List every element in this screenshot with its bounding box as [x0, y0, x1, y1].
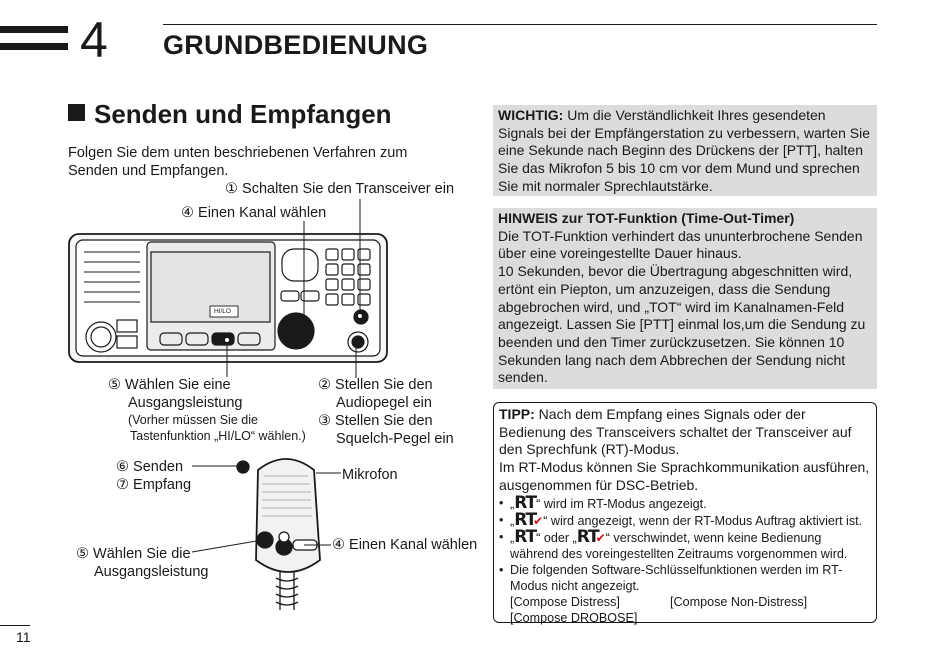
page-number-rule: [0, 625, 30, 626]
tot-paragraph-2: 10 Sekunden, bevor die Übertragung abgeschnitten wird, ertönt ein Piepton, um anzuzeigen, dass die Sendung abgebrochen wird, und „TOT“ wird im Kanalnamen-Feld angezeigt. Lassen Sie [PTT] einmal los,um die Sendung zu beenden und den Timer zurückzusetzen. Sie können 10 Sekunden lang nach dem Abbrechen der Sendung nicht senden.: [498, 263, 866, 386]
softkey-compose-drobose: [Compose DROBOSE]: [510, 610, 638, 625]
tip-text-2: Im RT-Modus können Sie Sprachkommunikation ausführen, ausgenommen für DSC-Betrieb.: [499, 459, 870, 493]
tip-bullet-rt-shown: • „RT“ wird im RT-Modus angezeigt.: [499, 495, 871, 512]
callout-receive: ⑦ Empfang: [116, 477, 192, 493]
check-mark-icon: ✔: [595, 530, 606, 545]
callout-select-power-2: Ausgangsleistung: [128, 395, 243, 411]
rt-auto-icon: RT: [514, 509, 537, 530]
tip-box: [493, 402, 877, 623]
page-number: 11: [16, 629, 31, 645]
hi-lo-key-label: HI/LO: [214, 308, 231, 315]
chapter-number: 4: [80, 12, 108, 68]
softkey-compose-distress: [Compose Distress]: [510, 594, 620, 609]
intro-text: Folgen Sie dem unten beschriebenen Verfahren zum Senden und Empfangen.: [68, 145, 408, 179]
section-title-text: Senden und Empfangen: [94, 99, 392, 129]
tot-title: HINWEIS zur TOT-Funktion (Time-Out-Timer): [498, 210, 795, 226]
softkey-compose-non-distress: [Compose Non-Distress]: [670, 594, 808, 609]
callout-select-channel: ④ Einen Kanal wählen: [181, 205, 327, 221]
callout-audio-level-1: ② Stellen Sie den: [318, 377, 433, 393]
chapter-title: GRUNDBEDIENUNG: [163, 30, 429, 60]
callout-mic-select-channel: ④ Einen Kanal wählen: [332, 537, 478, 553]
tip-bullet-list: [499, 492, 871, 594]
callout-audio-level-2: Audiopegel ein: [336, 395, 432, 411]
important-note-box: [493, 105, 877, 196]
callout-select-power-note-2: Tastenfunktion „HI/LO“ wählen.): [130, 429, 306, 443]
important-label: WICHTIG:: [498, 107, 564, 123]
check-mark-icon: ✔: [533, 513, 544, 528]
callout-transmit: ⑥ Senden: [116, 459, 184, 475]
rt-icon: RT: [514, 526, 537, 547]
callout-select-power-1: ⑤ Wählen Sie eine: [108, 377, 231, 393]
tip-bullet-softkeys: • Die folgenden Software-Schlüsselfunktionen werden im RT-Modus nicht angezeigt.: [499, 562, 871, 594]
softkey-list: [499, 594, 871, 626]
rt-icon: RT: [514, 492, 537, 513]
important-text: Um die Verständlichkeit Ihres gesendeten Signals bei der Empfängerstation zu verbessern, warten Sie eine Sekunde nach Beginn des Drückens der [PTT], halten Sie das Mikrofon 5 bis 10 cm vor dem Mund und sprechen Sie mit normaler Sprechlautstärke.: [498, 107, 870, 194]
tot-note-box: [493, 208, 877, 389]
microphone: [237, 459, 320, 610]
channel-knob: [278, 313, 314, 349]
tip-bullet-rt-disappears: • „RT“ oder „RT✔“ verschwindet, wenn keine Bedienung während des voreingestellten Zeitraums vorgenommen wird.: [499, 529, 871, 562]
tip-label: TIPP:: [499, 406, 535, 422]
callout-mic-select-power-2: Ausgangsleistung: [94, 564, 209, 580]
callout-select-power-note-1: (Vorher müssen Sie die: [128, 413, 258, 427]
rt-auto-icon: RT: [576, 526, 599, 547]
callout-microphone: Mikrofon: [342, 467, 398, 483]
callout-mic-select-power-1: ⑤ Wählen Sie die: [76, 546, 191, 562]
tip-bullet-rt-auto: • „RT✔“ wird angezeigt, wenn der RT-Modus Auftrag aktiviert ist.: [499, 512, 871, 529]
callout-squelch-level-1: ③ Stellen Sie den: [318, 413, 433, 429]
callout-power-on: ① Schalten Sie den Transceiver ein: [225, 181, 455, 197]
tot-paragraph-1: Die TOT-Funktion verhindert das ununterbrochene Senden über eine voreingestellte Dauer hinaus.: [498, 227, 863, 262]
tip-text-1: Nach dem Empfang eines Signals oder der Bedienung des Transceivers schaltet der Transceiver auf den Sprechfunk (RT)-Modus.: [499, 406, 852, 458]
callout-squelch-level-2: Squelch-Pegel ein: [336, 431, 454, 447]
